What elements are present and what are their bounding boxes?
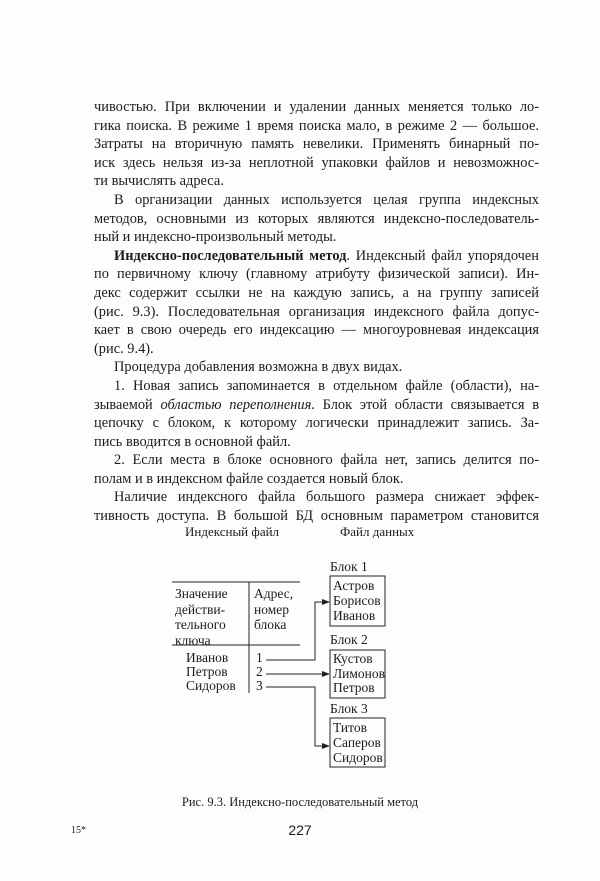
index-block-number: 1 xyxy=(256,650,263,665)
signature-mark: 15* xyxy=(71,825,86,836)
index-file-title: Индексный файл xyxy=(185,524,280,539)
block-3-label: Блок 3 xyxy=(330,701,368,716)
block-2-label: Блок 2 xyxy=(330,632,368,647)
paragraph-7: Наличие индексного файла большого размера снижает эффек- тивность доступа. В большой БД основным параметром становится xyxy=(94,489,539,525)
paragraph-5: 1. Новая запись запоминается в отдельном файле (области), на- зываемой областью переполнения. Блок этой области связывается в цепочку с блоком, к которому логически принадлежит запись. За- пись вводится в основной файл. xyxy=(94,377,539,450)
page-number: 227 xyxy=(288,822,312,838)
block-1-label: Блок 1 xyxy=(330,559,368,574)
index-block-number: 2 xyxy=(256,664,263,679)
index-key: Сидоров xyxy=(186,678,236,693)
paragraph-4: Процедура добавления возможна в двух видах. xyxy=(114,359,403,376)
block-3-records: Титов Саперов Сидоров xyxy=(333,720,383,765)
block-2-records: Кустов Лимонов Петров xyxy=(333,651,386,695)
key-column-header: Значение действи- тельного ключа xyxy=(175,586,228,648)
paragraph-3: Индексно-последовательный метод. Индексный файл упорядочен по первичному ключу (главному атрибуту физической записи). Ин- декс содержит ссылки не на каждую запись, а на группу записей (рис. 9.3). Последовательная организация индексного файла допус- кает в свою очередь его индексацию — многоуровневая индексация (рис. 9.4). xyxy=(94,247,539,357)
paragraph-1: чивостью. При включении и удалении данных меняется только ло- гика поиска. В режиме 1 время поиска мало, в режиме 2 — большое. Затраты на вторичную память невелики. Применять бинарный по- иск здесь нельзя из-за неплотной упаковки файлов и невозможнос- ти вычислять адреса. xyxy=(94,99,539,190)
paragraph-6: 2. Если места в блоке основного файла нет, запись делится по- полам и в индексном файле создается новый блок. xyxy=(94,452,539,487)
block-1-records: Астров Борисов Иванов xyxy=(333,578,381,623)
index-block-number: 3 xyxy=(256,678,263,693)
paragraph-2: В организации данных используется целая группа индексных методов, основными из которых являются индексно-последователь- ный и индексно-произвольный методы. xyxy=(94,191,539,246)
pointer-arrow-3 xyxy=(266,687,329,746)
index-keys xyxy=(186,651,236,693)
address-column-header: Адрес, номер блока xyxy=(254,586,294,632)
index-key: Иванов xyxy=(186,650,229,665)
figure-caption: Рис. 9.3. Индексно-последовательный метод xyxy=(181,795,419,809)
index-key: Петров xyxy=(186,664,228,679)
term-italic: областью переполнения xyxy=(160,396,312,413)
term-bold: Индексно-последовательный метод xyxy=(114,247,347,264)
index-block-numbers xyxy=(256,651,263,693)
data-file-title: Файл данных xyxy=(340,524,415,539)
